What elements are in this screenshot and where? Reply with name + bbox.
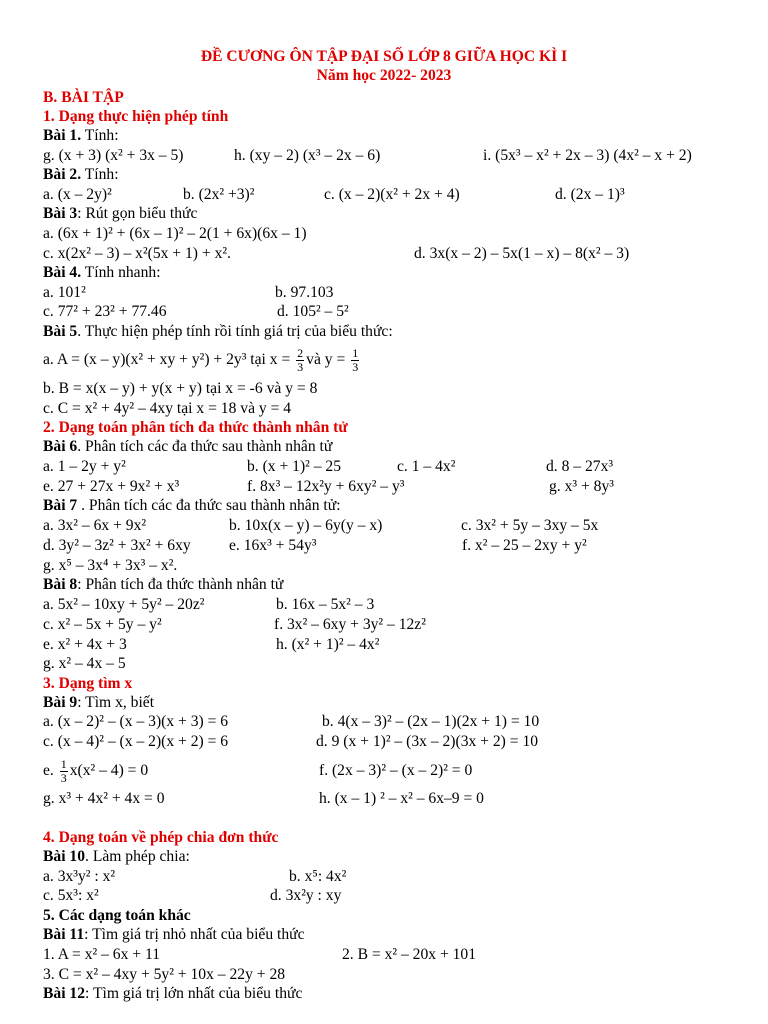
ex7-item-c: c. 3x² + 5y – 3xy – 5x <box>461 517 599 534</box>
ex4-item-b: b. 97.103 <box>275 284 334 301</box>
exercise-3-heading: Bài 3: Rút gọn biểu thức <box>43 205 198 222</box>
section-2-heading: 2. Dạng toán phân tích đa thức thành nhân tử <box>43 419 348 436</box>
ex9-item-c: c. (x – 4)² – (x – 2)(x + 2) = 6 <box>43 733 229 750</box>
ex8-item-c: c. x² – 5x + 5y – y² <box>43 616 162 633</box>
ex6-item-a: a. 1 – 2y + y² <box>43 458 126 475</box>
ex7-item-g: g. x⁵ – 3x⁴ + 3x³ – x². <box>43 557 178 574</box>
ex5-item-a: a. A = (x – y)(x² + xy + y²) + 2y³ tại x = $\frac{2}{3}$ và y = $\frac{1}{3}$ <box>43 345 359 374</box>
ex8-item-g: g. x² – 4x – 5 <box>43 655 126 672</box>
exercise-1-heading: Bài 1. Tính: <box>43 127 119 144</box>
ex3-item-c: c. x(2x² – 3) – x²(5x + 1) + x². <box>43 245 231 262</box>
ex9-item-g: g. x³ + 4x² + 4x = 0 <box>43 790 165 807</box>
ex2-item-a: a. (x – 2y)² <box>43 186 112 203</box>
ex9-item-f: f. (2x – 3)² – (x – 2)² = 0 <box>319 762 473 779</box>
section-b-heading: B. BÀI TẬP <box>43 89 124 106</box>
ex10-item-b: b. x⁵: 4x² <box>289 868 347 885</box>
ex4-item-c: c. 77² + 23² + 77.46 <box>43 303 167 320</box>
exercise-10-heading: Bài 10. Làm phép chia: <box>43 848 190 865</box>
ex1-item-i: i. (5x³ – x² + 2x – 3) (4x² – x + 2) <box>483 147 692 164</box>
exercise-7-heading: Bài 7 . Phân tích các đa thức sau thành nhân tử: <box>43 497 341 514</box>
ex8-item-b: b. 16x – 5x² – 3 <box>276 596 375 613</box>
exercise-9-heading: Bài 9: Tìm x, biết <box>43 694 155 711</box>
ex7-item-a: a. 3x² – 6x + 9x² <box>43 517 147 534</box>
section-5-heading: 5. Các dạng toán khác <box>43 907 191 924</box>
ex6-item-g: g. x³ + 8y³ <box>549 478 614 495</box>
ex2-item-c: c. (x – 2)(x² + 2x + 4) <box>324 186 460 203</box>
ex9-item-d: d. 9 (x + 1)² – (3x – 2)(3x + 2) = 10 <box>316 733 539 750</box>
ex2-item-d: d. (2x – 1)³ <box>555 186 625 203</box>
exercise-6-heading: Bài 6. Phân tích các đa thức sau thành nhân tử <box>43 438 333 455</box>
exercise-11-heading: Bài 11: Tìm giá trị nhỏ nhất của biểu thức <box>43 926 305 943</box>
ex8-item-a: a. 5x² – 10xy + 5y² – 20z² <box>43 596 205 613</box>
ex9-item-e: e. $\frac{1}{3}$ x(x² – 4) = 0 <box>43 756 149 785</box>
section-1-heading: 1. Dạng thực hiện phép tính <box>43 108 229 125</box>
ex11-item-1: 1. A = x² – 6x + 11 <box>43 946 160 963</box>
ex7-item-b: b. 10x(x – y) – 6y(y – x) <box>229 517 383 534</box>
ex6-item-e: e. 27 + 27x + 9x² + x³ <box>43 478 180 495</box>
school-year: Năm học 2022- 2023 <box>316 67 452 84</box>
ex9-item-a: a. (x – 2)² – (x – 3)(x + 3) = 6 <box>43 713 229 730</box>
ex10-item-d: d. 3x²y : xy <box>270 887 342 904</box>
ex7-item-e: e. 16x³ + 54y³ <box>229 537 317 554</box>
ex5-item-b: b. B = x(x – y) + y(x + y) tại x = -6 và y = 8 <box>43 380 318 397</box>
exercise-5-heading: Bài 5. Thực hiện phép tính rồi tính giá trị của biểu thức: <box>43 323 393 340</box>
exercise-2-heading: Bài 2. Tính: <box>43 166 119 183</box>
ex9-item-h: h. (x – 1) ² – x² – 6x–9 = 0 <box>319 790 484 807</box>
ex2-item-b: b. (2x² +3)² <box>183 186 255 203</box>
ex6-item-f: f. 8x³ – 12x²y + 6xy² – y³ <box>247 478 405 495</box>
fraction-one-third: $\frac{1}{3}$ <box>352 345 359 374</box>
section-4-heading: 4. Dạng toán về phép chia đơn thức <box>43 829 279 846</box>
ex6-item-c: c. 1 – 4x² <box>397 458 456 475</box>
exercise-4-heading: Bài 4. Tính nhanh: <box>43 264 161 281</box>
ex7-item-f: f. x² – 25 – 2xy + y² <box>462 537 587 554</box>
ex8-item-h: h. (x² + 1)² – 4x² <box>276 636 380 653</box>
ex8-item-e: e. x² + 4x + 3 <box>43 636 127 653</box>
fraction-two-thirds: $\frac{2}{3}$ <box>297 345 304 374</box>
ex11-item-2: 2. B = x² – 20x + 101 <box>342 946 477 963</box>
document-title: ĐỀ CƯƠNG ÔN TẬP ĐẠI SỐ LỚP 8 GIỮA HỌC KÌ I <box>200 48 568 65</box>
exercise-12-heading: Bài 12: Tìm giá trị lớn nhất của biểu thức <box>43 985 303 1002</box>
ex4-item-a: a. 101² <box>43 284 86 301</box>
ex8-item-f: f. 3x² – 6xy + 3y² – 12z² <box>274 616 426 633</box>
ex4-item-d: d. 105² – 5² <box>277 303 349 320</box>
ex10-item-a: a. 3x³y² : x² <box>43 868 116 885</box>
ex10-item-c: c. 5x³: x² <box>43 887 99 904</box>
ex11-item-3: 3. C = x² – 4xy + 5y² + 10x – 22y + 28 <box>43 966 286 983</box>
ex6-item-b: b. (x + 1)² – 25 <box>247 458 342 475</box>
fraction-one-third-e: $\frac{1}{3}$ <box>60 756 67 785</box>
exercise-8-heading: Bài 8: Phân tích đa thức thành nhân tử <box>43 576 284 593</box>
ex3-item-d: d. 3x(x – 2) – 5x(1 – x) – 8(x² – 3) <box>414 245 630 262</box>
ex5-item-c: c. C = x² + 4y² – 4xy tại x = 18 và y = 4 <box>43 400 292 417</box>
ex1-item-g: g. (x + 3) (x² + 3x – 5) <box>43 147 184 164</box>
section-3-heading: 3. Dạng tìm x <box>43 675 133 692</box>
ex6-item-d: d. 8 – 27x³ <box>546 458 614 475</box>
exercise-9-items-row3 <box>0 754 768 788</box>
ex1-item-h: h. (xy – 2) (x³ – 2x – 6) <box>234 147 381 164</box>
ex9-item-b: b. 4(x – 3)² – (2x – 1)(2x + 1) = 10 <box>322 713 540 730</box>
ex3-item-a: a. (6x + 1)² + (6x – 1)² – 2(1 + 6x)(6x – 1) <box>43 225 307 242</box>
ex7-item-d: d. 3y² – 3z² + 3x² + 6xy <box>43 537 191 554</box>
